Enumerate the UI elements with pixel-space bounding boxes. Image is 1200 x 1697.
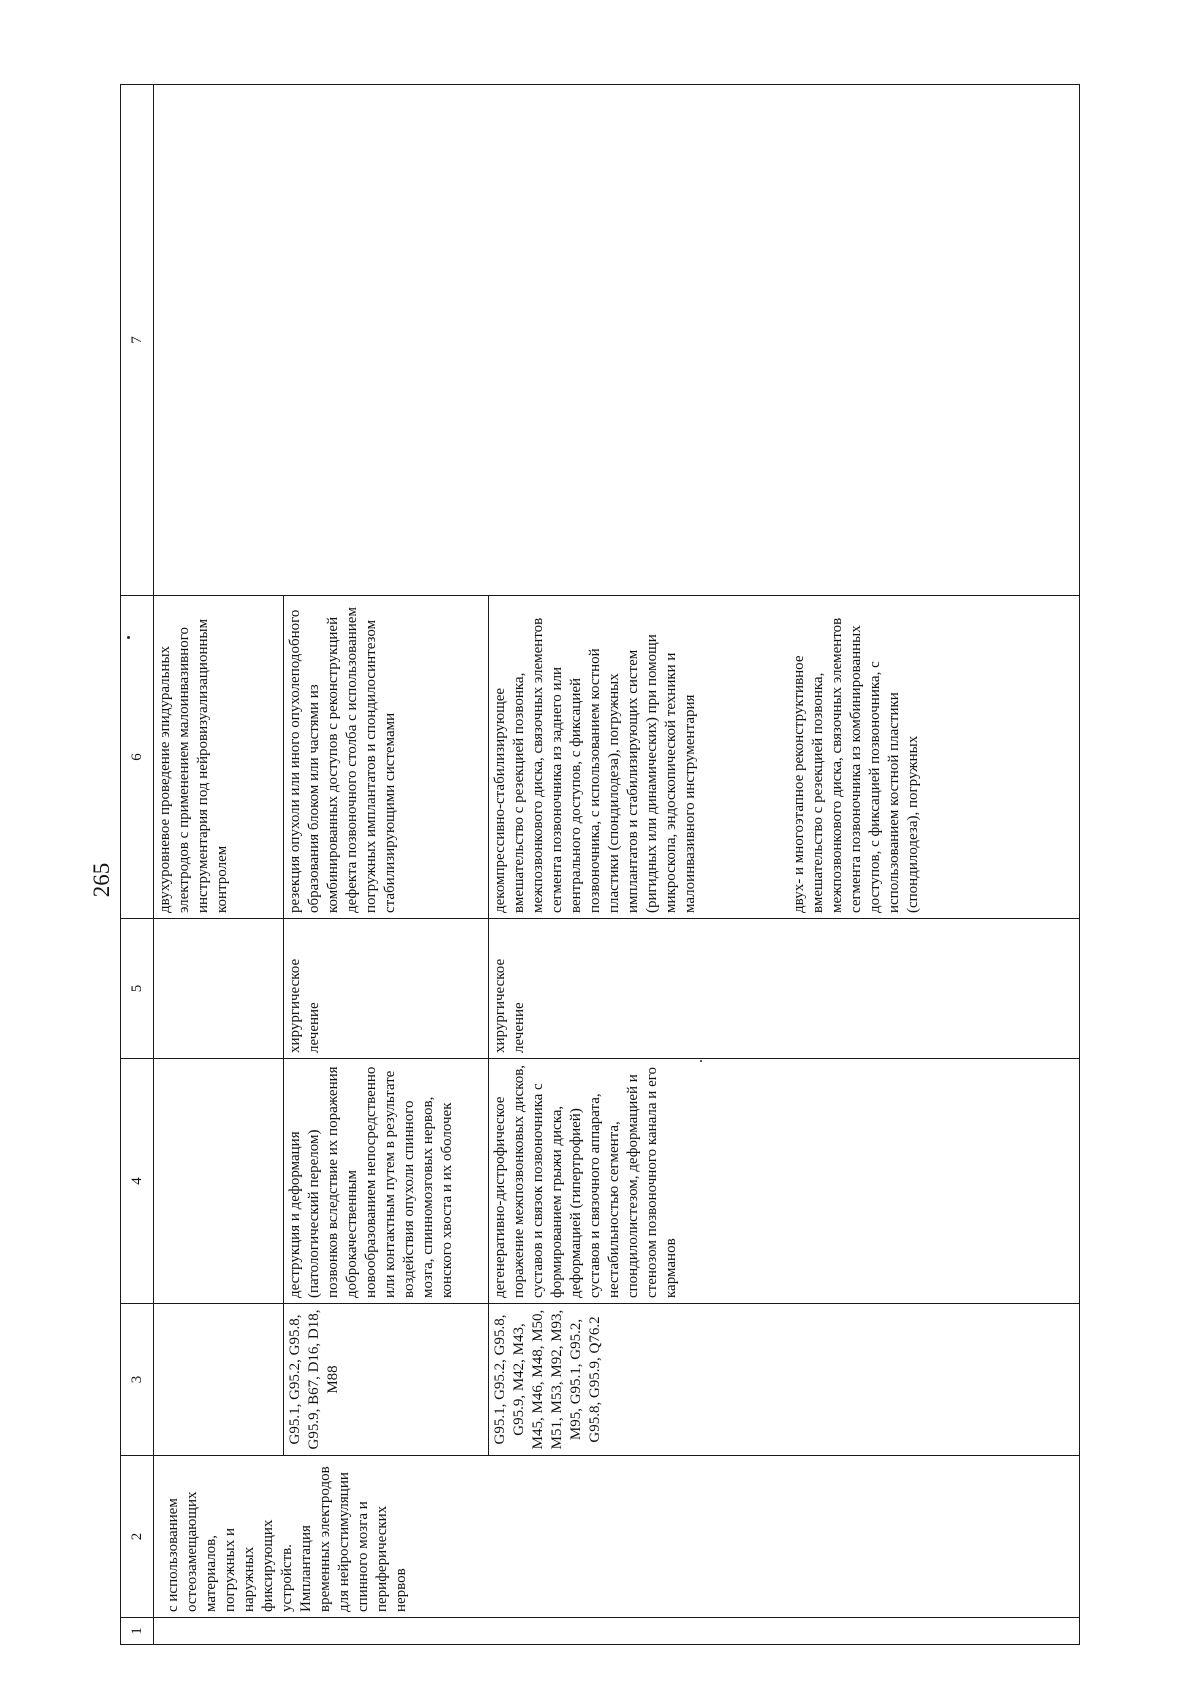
- table-row-electrodes: [154, 85, 284, 1645]
- cell-codes-empty: [154, 1304, 284, 1456]
- cell-method-name: с использованием остеозамещающих материалов, погружных и наружных фиксирующих устройств. Имплантация временных электродов для нейростимуляции спинного мозга и периферических нервов: [154, 1456, 1080, 1618]
- header-col-3: 3: [121, 1304, 154, 1456]
- cell-col1: [154, 1618, 1080, 1645]
- cell-method-electrodes: двухуровневое проведение эпидуральных электродов с применением малоинвазивного инструментария под нейровизуализационным контролем: [154, 596, 284, 919]
- inner-methods-table: [489, 596, 1079, 918]
- cell-icd-codes: G95.1, G95.2, G95.8, G95.9, M42, M43, M45, M46, M48, M50, M51, M53, M92, M93, M95, G95.1, G95.2, G95.8, G95.9, Q76.2: [489, 1304, 1080, 1456]
- header-col-6: 6: [121, 596, 154, 919]
- page-number: 265: [89, 862, 114, 898]
- cell-treatment-method: резекция опухоли или иного опухолеподобного образования блоком или частями из комбинированных доступов с реконструкцией дефекта позвоночного столба с использованием погружных имплантатов и спондилосинтезом стабилизирующими системами: [284, 596, 489, 919]
- method-reconstructive: двух- и многоэтапное реконструктивное вмешательство с резекцией позвонка, межпозвонкового диска, связочных элементов сегмента позвоночника из комбинированных доступов, с фиксацией позвоночника, с использованием костной пластики (спондилодеза), погружных: [791, 617, 921, 913]
- cell-treatment-empty: [154, 919, 284, 1059]
- rotated-table-frame: [120, 85, 1080, 1645]
- header-row: [121, 85, 154, 1645]
- cell-treatment-methods: [489, 596, 1080, 919]
- cell-patient-model: деструкция и деформация (патологический перелом) позвонков вследствие их поражения доброкачественным новообразованием непосредственно или контактным путем в результате воздействия опухоли спинного мозга, спинномозговых нервов, конского хвоста и их оболочек: [284, 1059, 489, 1304]
- header-col-4: 4: [121, 1059, 154, 1304]
- header-col-5: 5: [121, 919, 154, 1059]
- cell-model-empty: [154, 1059, 284, 1304]
- cell-patient-model: дегенеративно-дистрофическое поражение межпозвонковых дисков, суставов и связок позвоночника с формированием грыжи диска, деформацией (гипертрофией) суставов и связочного аппарата, нестабильностью сегмента, спондилолистезом, деформацией и стенозом позвоночного канала и его карманов: [489, 1059, 1080, 1304]
- cell-treatment-type: хирургическое лечение: [489, 919, 1080, 1059]
- cell-treatment-type: хирургическое лечение: [284, 919, 489, 1059]
- procedures-table: [120, 84, 1080, 1645]
- cell-icd-codes: G95.1, G95.2, G95.8, G95.9, B67, D16, D18, M88: [284, 1304, 489, 1456]
- header-col-7: 7: [121, 85, 154, 596]
- header-col-2: 2: [121, 1456, 154, 1618]
- method-decompressive: декомпрессивно-стабилизирующее вмешательство с резекцией позвонка, межпозвонкового диска, связочных элементов сегмента позвоночника из заднего или вентрального доступов, с фиксацией позвоночника, с использованием костной пластики (спондилодеза), погружных имплантатов и стабилизирующих систем (ригидных или динамических) при помощи микроскопа, эндоскопической техники и малоинвазивного инструментария: [492, 617, 698, 913]
- cell-col7: [154, 85, 1080, 596]
- header-col-1: 1: [121, 1618, 154, 1645]
